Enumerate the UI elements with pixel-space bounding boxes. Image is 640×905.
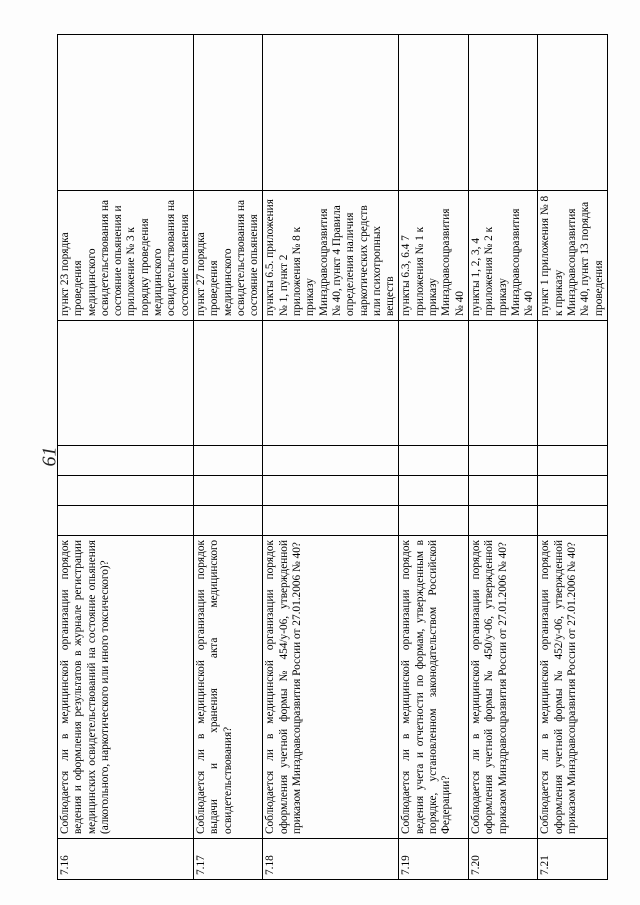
table-row xyxy=(263,35,399,880)
page-number: 61 xyxy=(38,446,61,467)
table-row xyxy=(538,35,608,880)
empty-cell xyxy=(538,35,608,191)
empty-cell xyxy=(399,506,468,536)
empty-cell xyxy=(58,35,194,191)
empty-cell xyxy=(538,321,608,446)
empty-cell xyxy=(399,35,468,191)
empty-cell xyxy=(468,321,537,446)
empty-cell xyxy=(468,35,537,191)
empty-cell xyxy=(468,506,537,536)
empty-cell xyxy=(538,476,608,506)
reference-cell: пункт 27 порядка проведения медицинского освидетельствования на состояние опьянения xyxy=(193,191,262,321)
question-cell: Соблюдается ли в медицинской организации порядок оформления учетной формы № 450/у-06, утвержденной приказом Минздравсоцразвития России от 27.01.2006 № 40? xyxy=(468,536,537,839)
question-cell: Соблюдается ли в медицинской организации порядок выдачи и хранения акта медицинского освидетельствования? xyxy=(193,536,262,839)
row-number: 7.16 xyxy=(58,839,194,880)
empty-cell xyxy=(399,476,468,506)
empty-cell xyxy=(193,476,262,506)
row-number: 7.19 xyxy=(399,839,468,880)
empty-cell xyxy=(193,321,262,446)
empty-cell xyxy=(193,35,262,191)
empty-cell xyxy=(468,476,537,506)
empty-cell xyxy=(399,446,468,476)
empty-cell xyxy=(399,321,468,446)
reference-cell: пункт 23 порядка проведения медицинского освидетельствования на состояние опьянения и приложение № 3 к порядку проведения медицинского освидетельствования на состояние опьянения xyxy=(58,191,194,321)
empty-cell xyxy=(58,506,194,536)
table-row xyxy=(468,35,537,880)
empty-cell xyxy=(58,446,194,476)
row-number: 7.17 xyxy=(193,839,262,880)
rotated-table-wrapper xyxy=(57,35,605,880)
checklist-table xyxy=(57,34,608,880)
empty-cell xyxy=(263,446,399,476)
empty-cell xyxy=(538,506,608,536)
empty-cell xyxy=(263,506,399,536)
empty-cell xyxy=(468,446,537,476)
question-cell: Соблюдается ли в медицинской организации порядок оформления учетной формы № 452/у-06, утвержденной приказом Минздравсоцразвития России от 27.01.2006 № 40? xyxy=(538,536,608,839)
row-number: 7.18 xyxy=(263,839,399,880)
question-cell: Соблюдается ли в медицинской организации порядок оформления учетной формы № 454/у-06, утвержденной приказом Минздравсоцразвития России от 27.01.2006 № 40? xyxy=(263,536,399,839)
empty-cell xyxy=(263,35,399,191)
empty-cell xyxy=(58,476,194,506)
reference-cell: пункты 1, 2, 3, 4 приложения № 2 к приказу Минздравсоцразвития № 40 xyxy=(468,191,537,321)
empty-cell xyxy=(193,446,262,476)
reference-cell: пункт 1 приложения № 8 к приказу Минздравсоцразвития № 40, пункт 13 порядка проведения xyxy=(538,191,608,321)
table-row xyxy=(58,35,194,880)
table-row xyxy=(399,35,468,880)
empty-cell xyxy=(263,476,399,506)
empty-cell xyxy=(263,321,399,446)
row-number: 7.21 xyxy=(538,839,608,880)
reference-cell: пункты 6.5. приложения № 1, пункт 2 приложения № 8 к приказу Минздравсоцразвития № 40, пункт 4 Правила определения наличия наркотических средств или психотропных веществ xyxy=(263,191,399,321)
empty-cell xyxy=(538,446,608,476)
row-number: 7.20 xyxy=(468,839,537,880)
question-cell: Соблюдается ли в медицинской организации порядок ведения и оформления результатов в журнале регистрации медицинских освидетельствований на состояние опьянения (алкогольного, наркотического или иного токсического)? xyxy=(58,536,194,839)
reference-cell: пункты 6.3, 6.4 7 приложения № 1 к приказу Минздравсоцразвития № 40 xyxy=(399,191,468,321)
question-cell: Соблюдается ли в медицинской организации порядок ведения учета и отчетности по формам, утвержденным в порядке, установленном законодательством Российской Федерации? xyxy=(399,536,468,839)
table-row xyxy=(193,35,262,880)
empty-cell xyxy=(58,321,194,446)
empty-cell xyxy=(193,506,262,536)
